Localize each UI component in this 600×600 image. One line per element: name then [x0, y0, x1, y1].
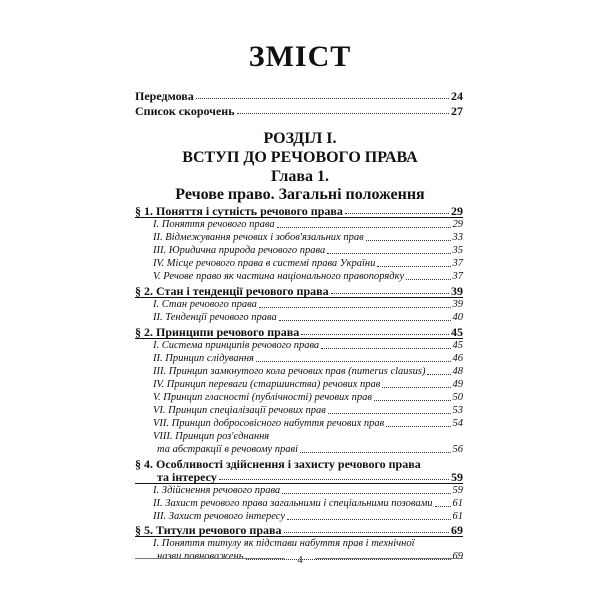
toc-section-entry[interactable]: [135, 203, 463, 217]
entry-text: V. Речове право як частина національного правопорядку: [153, 271, 405, 282]
entry-page: 59: [451, 470, 463, 484]
entry-page: 61: [452, 498, 463, 509]
footer-rule-left: [135, 558, 285, 559]
leader-dots: [256, 361, 451, 362]
entry-text: та абстракції в речовому праві: [157, 444, 299, 455]
leader-dots: [382, 387, 450, 388]
entry-text: І. Поняття титулу як підстави набуття прав і технічної: [153, 538, 415, 549]
toc-subentry[interactable]: [135, 297, 463, 311]
toc-list: [135, 203, 463, 562]
leader-dots: [287, 519, 450, 520]
leader-dots: [282, 493, 450, 494]
entry-text: ІІ. Відмежування речових і зобов'язальних прав: [153, 232, 364, 243]
entry-text: ІІІ. Принцип замкнутого кола речових прав (numerus clausus): [153, 366, 426, 377]
leader-dots: [377, 266, 450, 267]
entry-text: § 4. Особливості здійснення і захисту речового права: [135, 457, 421, 471]
toc-subentry[interactable]: [135, 442, 463, 456]
chapter-title: Речове право. Загальні положення: [175, 186, 425, 203]
entry-page: 56: [452, 444, 463, 455]
leader-dots: [246, 559, 451, 560]
leader-dots: [300, 452, 450, 453]
toc-subentry[interactable]: [135, 230, 463, 244]
leader-dots: [386, 426, 450, 427]
entry-text: § 1. Поняття і сутність речового права: [135, 204, 343, 218]
leader-dots: [328, 413, 451, 414]
toc-subentry[interactable]: [135, 269, 463, 283]
page-title: ЗМІСТ: [248, 40, 352, 73]
toc-section-entry[interactable]: [135, 324, 463, 338]
leader-dots: [196, 98, 449, 99]
entry-text: § 2. Стан і тенденції речового права: [135, 284, 329, 298]
footer-rule-right: [315, 558, 463, 559]
entry-page: 29: [452, 219, 463, 230]
entry-page: 49: [452, 379, 463, 390]
entry-page: 54: [452, 418, 463, 429]
leader-dots: [427, 374, 450, 375]
entry-page: 69: [452, 551, 463, 562]
toc-subentry[interactable]: [135, 390, 463, 404]
entry-page: 37: [452, 271, 463, 282]
toc-subentry[interactable]: [135, 416, 463, 430]
page-number: 4: [297, 554, 303, 566]
toc-subentry[interactable]: [135, 243, 463, 257]
chapter-heading: Глава 1.: [271, 168, 329, 185]
part-heading: ВСТУП ДО РЕЧОВОГО ПРАВА: [182, 149, 418, 166]
toc-subentry[interactable]: [135, 310, 463, 324]
leader-dots: [406, 279, 450, 280]
toc-entry-abbreviations[interactable]: [135, 103, 463, 117]
toc-section-entry[interactable]: [135, 283, 463, 297]
entry-page: 50: [452, 392, 463, 403]
entry-text: ІІ. Тенденції речового права: [153, 312, 277, 323]
toc-subentry[interactable]: [135, 377, 463, 391]
toc-subentry[interactable]: [135, 403, 463, 417]
entry-text: ІІІ. Юридична природа речового права: [153, 245, 326, 256]
entry-text: § 5. Титули речового права: [135, 523, 282, 537]
toc-subentry[interactable]: [135, 351, 463, 365]
section-heading: РОЗДІЛ І.: [263, 130, 337, 147]
entry-text: І. Стан речового права: [153, 299, 257, 310]
entry-page: 33: [452, 232, 463, 243]
entry-page: 35: [452, 245, 463, 256]
toc-subentry[interactable]: [135, 509, 463, 523]
entry-page: 69: [451, 523, 463, 537]
toc-subentry[interactable]: [135, 496, 463, 510]
entry-page: 46: [452, 353, 463, 364]
entry-text: І. Здійснення речового права: [153, 485, 281, 496]
entry-text: VII. Принцип добросовісного набуття речових прав: [153, 418, 385, 429]
leader-dots: [284, 532, 450, 533]
entry-text: Список скорочень: [135, 104, 235, 118]
entry-page: 59: [452, 485, 463, 496]
entry-page: 29: [451, 204, 463, 218]
entry-page: 53: [452, 405, 463, 416]
entry-text: ІІІ. Захист речового інтересу: [153, 511, 286, 522]
leader-dots: [259, 307, 451, 308]
leader-dots: [374, 400, 451, 401]
entry-page: 39: [452, 299, 463, 310]
leader-dots: [301, 334, 449, 335]
entry-text: VIII. Принцип роз'єднання: [153, 431, 270, 442]
leader-dots: [331, 293, 449, 294]
leader-dots: [219, 479, 449, 480]
entry-text: назви повноважень: [157, 551, 244, 562]
toc-section-entry[interactable]: [135, 456, 463, 470]
entry-text: VI. Принцип спеціалізації речових прав: [153, 405, 326, 416]
entry-text: ІІ. Захист речового права загальними і спеціальними позовами: [153, 498, 433, 509]
toc-subentry[interactable]: [135, 338, 463, 352]
toc-subentry[interactable]: [135, 429, 463, 443]
entry-text: IV. Принцип переваги (старшинства) речових прав: [153, 379, 381, 390]
entry-text: V. Принцип гласності (публічності) речових прав: [153, 392, 372, 403]
front-matter: [135, 88, 463, 122]
entry-page: 27: [451, 104, 463, 118]
leader-dots: [435, 506, 451, 507]
entry-text: § 2. Принципи речового права: [135, 325, 300, 339]
toc-section-entry[interactable]: [135, 522, 463, 536]
entry-page: 37: [452, 258, 463, 269]
toc-subentry[interactable]: [135, 256, 463, 270]
leader-dots: [279, 320, 451, 321]
toc-subentry[interactable]: [135, 217, 463, 231]
toc-subentry[interactable]: [135, 536, 463, 550]
leader-dots: [277, 227, 451, 228]
entry-page: 45: [452, 340, 463, 351]
entry-page: 39: [451, 284, 463, 298]
entry-text: IV. Місце речового права в системі права України: [153, 258, 376, 269]
leader-dots: [321, 348, 450, 349]
entry-text: І. Поняття речового права: [153, 219, 275, 230]
leader-dots: [327, 253, 450, 254]
toc-subentry[interactable]: [135, 364, 463, 378]
entry-page: 24: [451, 89, 463, 103]
entry-text: ІІ. Принцип слідування: [153, 353, 254, 364]
entry-page: 61: [452, 511, 463, 522]
leader-dots: [345, 213, 449, 214]
entry-page: 40: [452, 312, 463, 323]
entry-page: 45: [451, 325, 463, 339]
entry-text: І. Система принципів речового права: [153, 340, 320, 351]
leader-dots: [366, 240, 451, 241]
entry-page: 48: [452, 366, 463, 377]
entry-text: Передмова: [135, 89, 194, 103]
toc-section-entry[interactable]: [135, 469, 463, 483]
entry-text: та інтересу: [157, 470, 217, 484]
leader-dots: [237, 113, 449, 114]
toc-subentry[interactable]: [135, 483, 463, 497]
toc-entry-preface[interactable]: [135, 88, 463, 102]
